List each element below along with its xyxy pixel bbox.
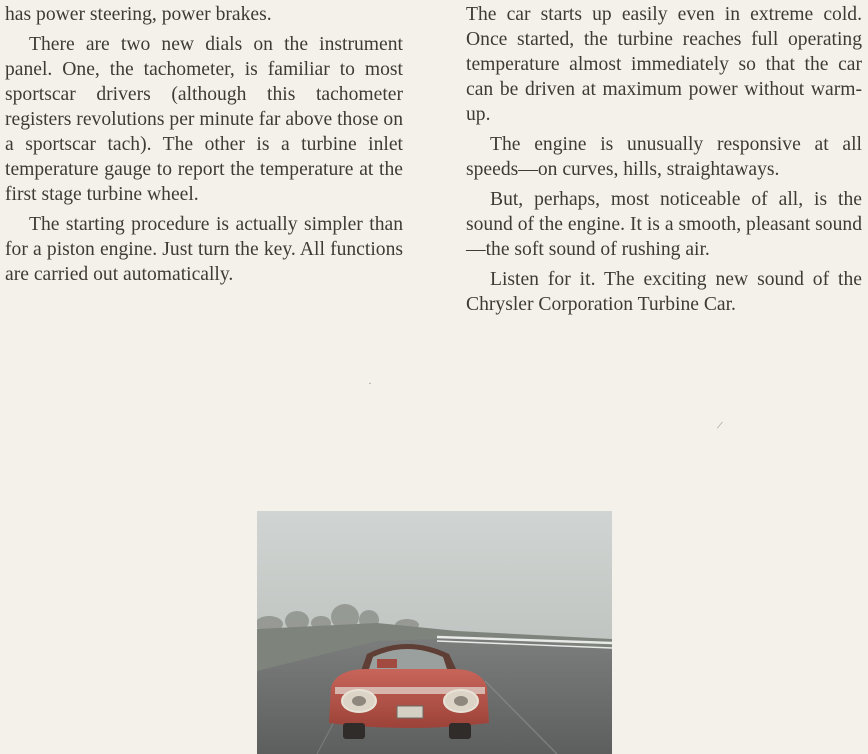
paragraph: But, perhaps, most noticeable of all, is the sound of the engine. It is a smooth, pleasant sound—the soft sound of rushing air. xyxy=(466,189,862,260)
paragraph: The car starts up easily even in extreme cold. Once started, the turbine reaches full operating temperature almost immediately so that the car can be driven at maximum power without warm-up. xyxy=(466,4,862,125)
paragraph: The engine is unusually responsive at all speeds—on curves, hills, straightaways. xyxy=(466,134,862,180)
text-column-right xyxy=(466,2,862,322)
paragraph: Listen for it. The exciting new sound of the Chrysler Corporation Turbine Car. xyxy=(466,269,862,315)
text-column-left xyxy=(5,2,403,292)
paragraph: There are two new dials on the instrument panel. One, the tachometer, is familiar to most sportscar drivers (although this tachometer registers revolutions per minute far above those on a sportscar tach). The other is a turbine inlet temperature gauge to report the temperature at the first stage turbine wheel. xyxy=(5,34,403,205)
paper-speck: / xyxy=(715,417,724,433)
paragraph: The starting procedure is actually simpler than for a piston engine. Just turn the key. All functions are carried out automatically. xyxy=(5,214,403,285)
paper-speck: · xyxy=(368,376,372,390)
turbine-car-photo xyxy=(257,511,612,754)
paragraph: has power steering, power brakes. xyxy=(5,4,272,25)
